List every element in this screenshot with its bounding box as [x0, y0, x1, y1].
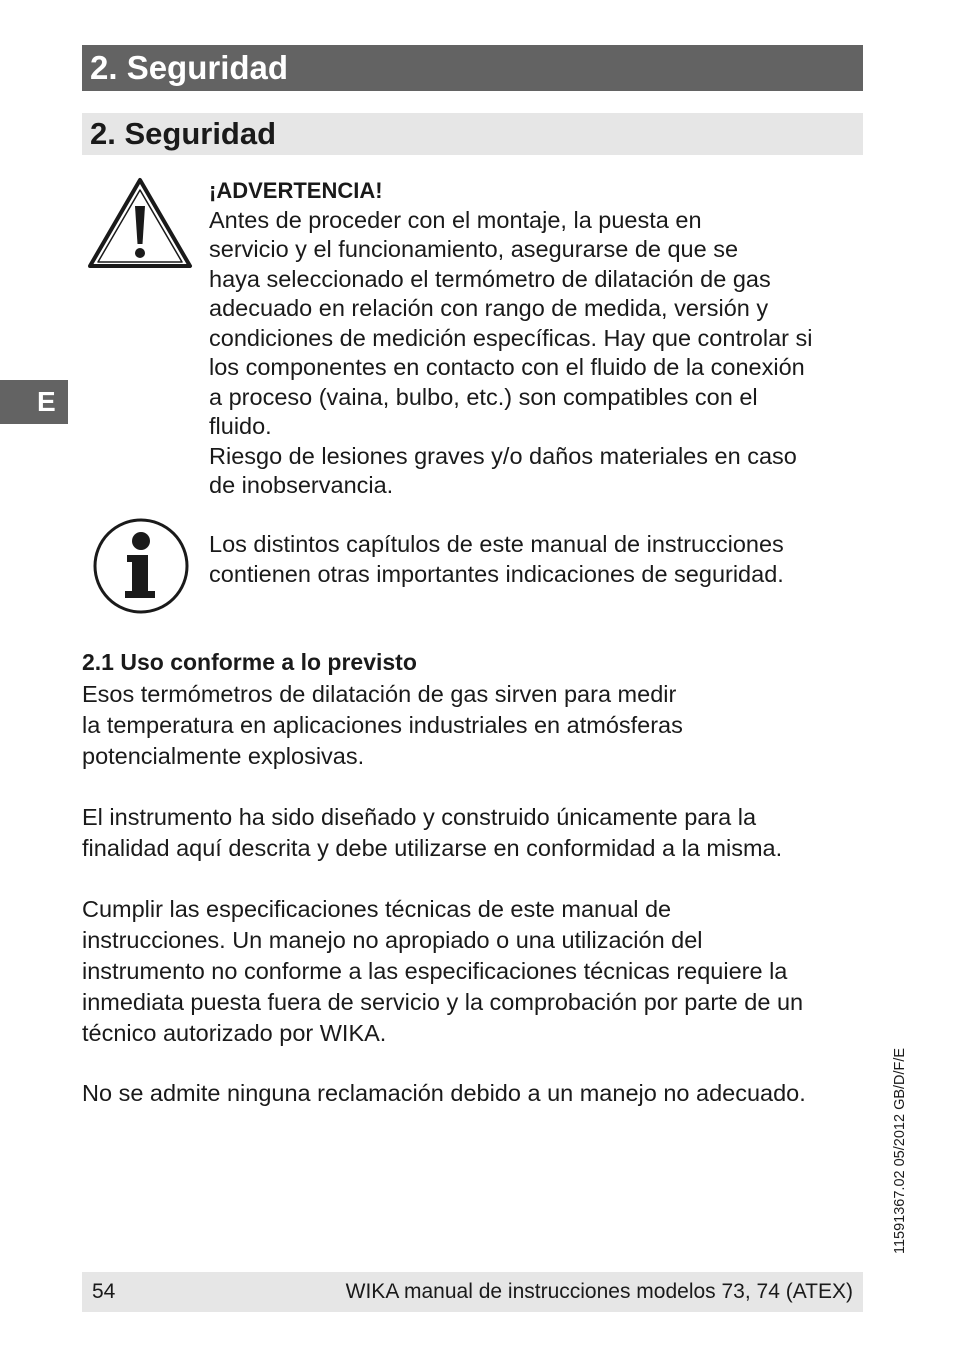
- paragraph-line: inmediata puesta fuera de servicio y la comprobación por parte de un: [82, 989, 804, 1015]
- section-title: 2. Seguridad: [82, 113, 863, 155]
- warning-line: adecuado en relación con rango de medida, versión y: [209, 295, 769, 321]
- chapter-header: 2. Seguridad: [82, 45, 863, 91]
- warning-line: los componentes en contacto con el fluido de la conexión: [209, 354, 805, 380]
- paragraph: [82, 894, 872, 1049]
- paragraph-line: El instrumento ha sido diseñado y construido únicamente para la: [82, 804, 757, 830]
- warning-block: [209, 176, 869, 501]
- warning-line: condiciones de medición específicas. Hay que controlar si: [209, 324, 813, 351]
- paragraph: [82, 1078, 872, 1109]
- page-footer: [82, 1272, 863, 1312]
- paragraph-line: Esos termómetros de dilatación de gas sirven para medir: [82, 681, 677, 707]
- warning-icon: [86, 176, 194, 270]
- warning-line: Antes de proceder con el montaje, la puesta en: [209, 206, 702, 233]
- info-line: Los distintos capítulos de este manual de instrucciones: [209, 531, 784, 557]
- warning-title: ¡ADVERTENCIA!: [209, 178, 383, 203]
- info-line: contienen otras importantes indicaciones de seguridad.: [209, 560, 784, 587]
- document-code: 11591367.02 05/2012 GB/D/F/E: [892, 1047, 908, 1254]
- page-number: 54: [92, 1280, 116, 1303]
- paragraph-line: No se admite ninguna reclamación debido a un manejo no adecuado.: [82, 1080, 806, 1106]
- info-block: [209, 530, 869, 589]
- warning-line: Riesgo de lesiones graves y/o daños materiales en caso: [209, 442, 797, 469]
- paragraph: [82, 679, 872, 772]
- paragraph-line: finalidad aquí descrita y debe utilizarse en conformidad a la misma.: [82, 835, 783, 861]
- paragraph-line: instrucciones. Un manejo no apropiado o una utilización del: [82, 927, 703, 953]
- footer-title: WIKA manual de instrucciones modelos 73, 74 (ATEX): [345, 1280, 853, 1303]
- paragraph-line: Cumplir las especificaciones técnicas de este manual de: [82, 896, 672, 922]
- paragraph: [82, 802, 872, 864]
- paragraph-line: la temperatura en aplicaciones industriales en atmósferas: [82, 712, 683, 738]
- paragraph-line: técnico autorizado por WIKA.: [82, 1020, 387, 1046]
- paragraph-line: potencialmente explosivas.: [82, 743, 365, 769]
- paragraph-line: instrumento no conforme a las especificaciones técnicas requiere la: [82, 958, 788, 984]
- warning-line: fluido.: [209, 413, 272, 439]
- language-tab: E: [0, 380, 68, 424]
- info-icon: [92, 517, 190, 615]
- warning-line: a proceso (vaina, bulbo, etc.) son compatibles con el: [209, 383, 758, 410]
- warning-line: servicio y el funcionamiento, asegurarse de que se: [209, 236, 739, 262]
- warning-line: de inobservancia.: [209, 472, 394, 498]
- warning-line: haya seleccionado el termómetro de dilatación de gas: [209, 265, 771, 292]
- subsection-title: 2.1 Uso conforme a lo previsto: [82, 649, 417, 675]
